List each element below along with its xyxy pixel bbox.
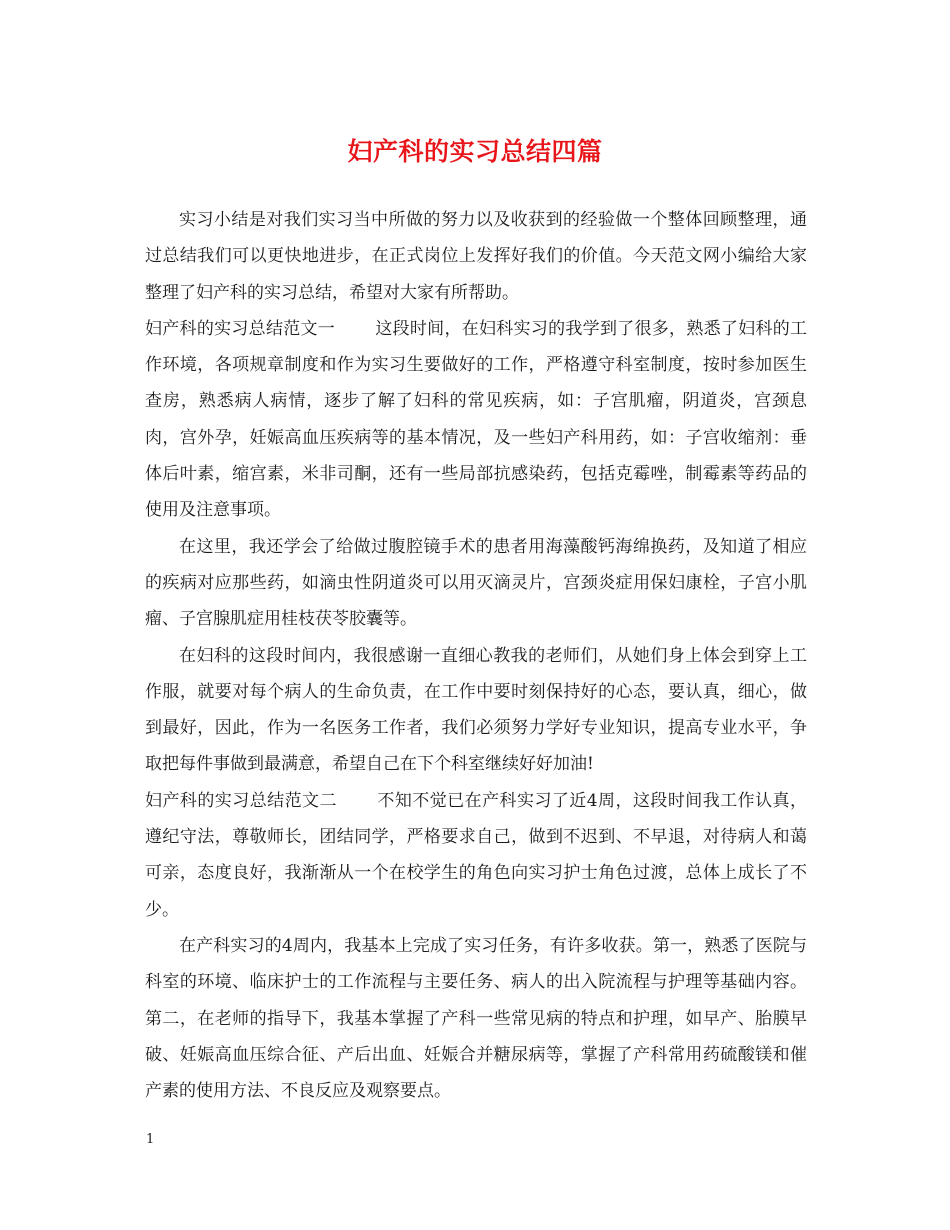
section-text-sample-two: 不知不觉已在产科实习了近4周，这段时间我工作认真，遵纪守法，尊敬师长，团结同学，严格要求自己，做到不迟到、不早退，对待病人和蔼可亲，态度良好，我渐渐从一个在校学生的角色向实习护士角色过渡，总体上成长了不少。 bbox=[145, 790, 807, 920]
paragraph-intro: 实习小结是对我们实习当中所做的努力以及收获到的经验做一个整体回顾整理，通过总结我们可以更快地进步，在正式岗位上发挥好我们的价值。今天范文网小编给大家整理了妇产科的实习总结，希望对大家有所帮助。 bbox=[145, 210, 807, 303]
document-body bbox=[145, 202, 807, 1109]
paragraph-medication: 在这里，我还学会了给做过腹腔镜手术的患者用海藻酸钙海绵换药，及知道了相应的疾病对应那些药，如滴虫性阴道炎可以用灭滴灵片，宫颈炎症用保妇康栓，子宫小肌瘤、子宫腺肌症用桂枝茯苓胶囊等。 bbox=[145, 536, 807, 630]
section-heading-sample-two: 妇产科的实习总结范文二 bbox=[145, 790, 337, 811]
paragraph-gratitude: 在妇科的这段时间内，我很感谢一直细心教我的老师们，从她们身上体会到穿上工作服，就要对每个病人的生命负责，在工作中要时刻保持好的心态，要认真，细心，做到最好，因此，作为一名医务工作者，我们必须努力学好专业知识，提高专业水平，争取把每件事做到最满意，希望自己在下个科室继续好好加油! bbox=[145, 645, 807, 775]
paragraph-obstetrics: 在产科实习的4周内，我基本上完成了实习任务，有许多收获。第一，熟悉了医院与科室的环境、临床护士的工作流程与主要任务、病人的出入院流程与护理等基础内容。第二，在老师的指导下，我基本掌握了产科一些常见病的特点和护理，如早产、胎膜早破、妊娠高血压综合征、产后出血、妊娠合并糖尿病等，掌握了产科常用药硫酸镁和催产素的使用方法、不良反应及观察要点。 bbox=[145, 935, 807, 1102]
page-number: 1 bbox=[146, 1132, 155, 1147]
paragraph-sample-one bbox=[145, 311, 807, 529]
document-title: 妇产科的实习总结四篇 bbox=[347, 137, 603, 166]
paragraph-sample-two bbox=[145, 783, 807, 928]
section-heading-sample-one: 妇产科的实习总结范文一 bbox=[145, 318, 336, 339]
section-text-sample-one: 这段时间，在妇科实习的我学到了很多，熟悉了妇科的工作环境，各项规章制度和作为实习生要做好的工作，严格遵守科室制度，按时参加医生查房，熟悉病人病情，逐步了解了妇科的常见疾病，如：子宫肌瘤，阴道炎，宫颈息肉，宫外孕，妊娠高血压疾病等的基本情况，及一些妇产科用药，如：子宫收缩剂：垂体后叶素，缩宫素，米非司酮，还有一些局部抗感染药，包括克霉唑，制霉素等药品的使用及注意事项。 bbox=[145, 318, 808, 521]
